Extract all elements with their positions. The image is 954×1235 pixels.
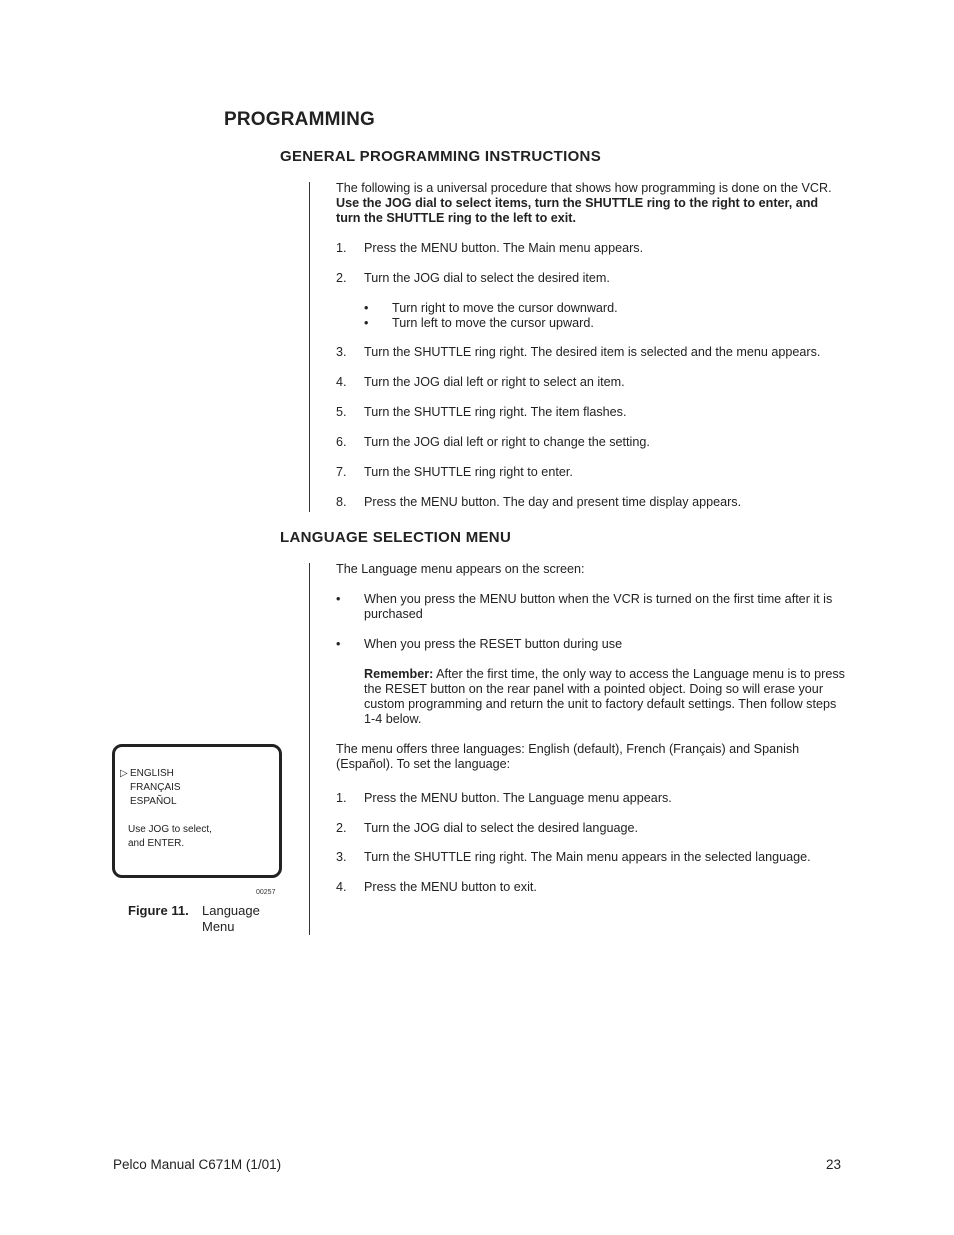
step-text: Turn the JOG dial left or right to change the setting.	[364, 435, 650, 449]
step-text: Turn the JOG dial to select the desired language.	[364, 821, 638, 835]
step-text: Turn the JOG dial to select the desired item.	[364, 271, 610, 285]
section-rule-language	[309, 563, 310, 935]
bullet-text-line: purchased	[364, 607, 423, 621]
bullet-text: Turn left to move the cursor upward.	[392, 316, 594, 330]
remember-line: After the first time, the only way to access the Language menu is to press	[436, 667, 845, 681]
page-title: PROGRAMMING	[224, 109, 376, 130]
figure-code: 00257	[256, 889, 276, 896]
step-number: 8.	[336, 495, 347, 509]
page-number: 23	[826, 1157, 842, 1172]
step-number: 2.	[336, 271, 347, 285]
language-menu-screen	[112, 744, 282, 878]
step-number: 1.	[336, 241, 347, 255]
step-text: Turn the JOG dial left or right to select an item.	[364, 375, 625, 389]
menu-option-espanol: ESPAÑOL	[130, 796, 177, 807]
screen-hint: and ENTER.	[128, 838, 185, 849]
intro-bold-line-2: turn the SHUTTLE ring to the left to exit.	[336, 211, 576, 225]
general-intro	[336, 181, 836, 226]
step-number: 6.	[336, 435, 347, 449]
intro-bold-line-1: Use the JOG dial to select items, turn the SHUTTLE ring to the right to enter, and	[336, 196, 819, 210]
bullet-text: Turn right to move the cursor downward.	[392, 301, 618, 315]
bullet-text-line: When you press the RESET button during use	[364, 637, 623, 651]
section-heading-language: LANGUAGE SELECTION MENU	[280, 529, 512, 546]
step-text: Press the MENU button to exit.	[364, 880, 537, 894]
screen-hint: Use JOG to select,	[128, 824, 212, 835]
menu-option-francais: FRANÇAIS	[130, 782, 181, 793]
bullet-text-line: When you press the MENU button when the VCR is turned on the first time after it is	[364, 592, 833, 606]
figure-caption-line: Language	[202, 903, 260, 918]
cursor-icon: ▷	[120, 768, 128, 779]
step-number: 7.	[336, 465, 347, 479]
step-number: 3.	[336, 345, 347, 359]
bullet-marker: •	[336, 637, 341, 651]
step-text: Turn the SHUTTLE ring right. The Main menu appears in the selected language.	[364, 850, 811, 864]
remember-label: Remember:	[364, 667, 434, 681]
language-intro: The Language menu appears on the screen:	[336, 562, 585, 576]
section-heading-general: GENERAL PROGRAMMING INSTRUCTIONS	[280, 148, 601, 165]
languages-offered	[336, 742, 846, 772]
step-text: Press the MENU button. The day and present time display appears.	[364, 495, 742, 509]
section-rule-general	[309, 182, 310, 512]
step-number: 3.	[336, 850, 347, 864]
bullet-marker: •	[336, 592, 341, 606]
step-number: 5.	[336, 405, 347, 419]
step-text: Press the MENU button. The Language menu appears.	[364, 791, 672, 805]
bullet-marker: •	[364, 301, 369, 315]
bullet-marker: •	[364, 316, 369, 330]
remember-line: the RESET button on the rear panel with a pointed object. Doing so will erase your	[364, 682, 824, 696]
step-number: 4.	[336, 375, 347, 389]
step-text: Turn the SHUTTLE ring right. The desired item is selected and the menu appears.	[364, 345, 821, 359]
step-text: Turn the SHUTTLE ring right. The item flashes.	[364, 405, 627, 419]
figure-caption-line: Menu	[202, 919, 235, 934]
offers-line: The menu offers three languages: English (default), French (Français) and Spanish	[336, 742, 800, 756]
menu-option-english: ENGLISH	[130, 768, 174, 779]
figure-caption-label: Figure 11.	[128, 903, 189, 918]
remember-line: 1-4 below.	[364, 712, 422, 726]
step-number: 1.	[336, 791, 347, 805]
step-text: Turn the SHUTTLE ring right to enter.	[364, 465, 573, 479]
step-text: Press the MENU button. The Main menu appears.	[364, 241, 644, 255]
footer-manual-id: Pelco Manual C671M (1/01)	[113, 1157, 282, 1172]
step-number: 2.	[336, 821, 347, 835]
step-number: 4.	[336, 880, 347, 894]
remember-line: custom programming and return the unit to factory default settings. Then follow steps	[364, 697, 837, 711]
remember-note	[364, 667, 854, 727]
intro-plain: The following is a universal procedure that shows how programming is done on the VCR.	[336, 181, 832, 195]
offers-line: (Español). To set the language:	[336, 757, 511, 771]
